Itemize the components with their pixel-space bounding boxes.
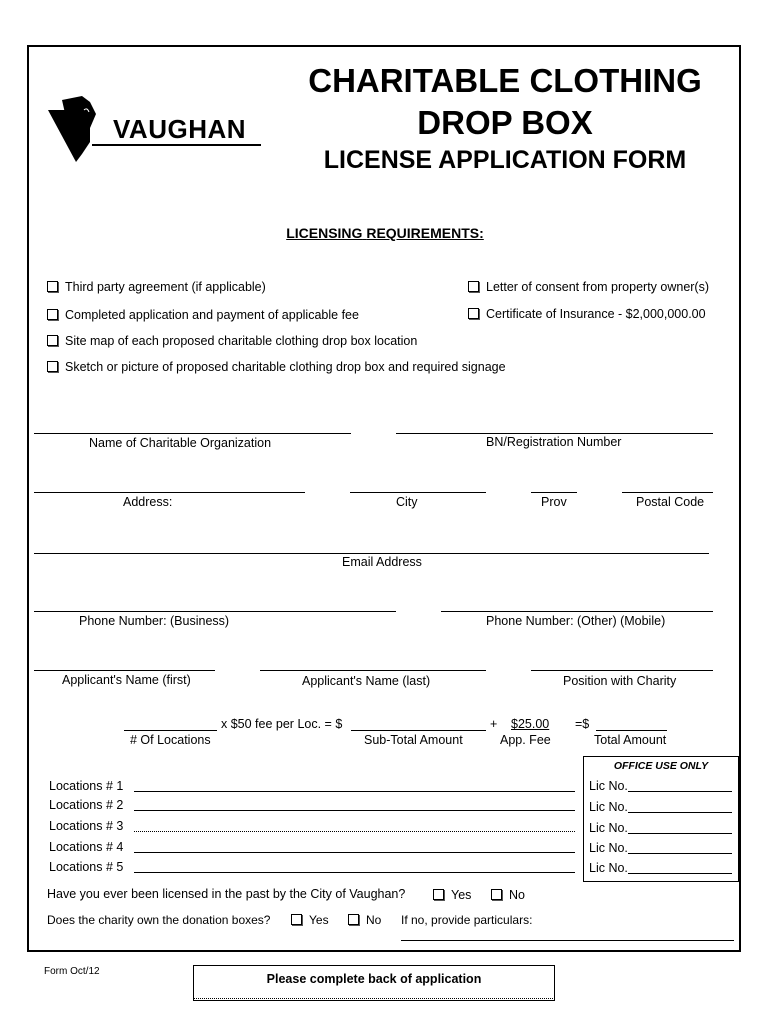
position-label: Position with Charity — [563, 674, 677, 688]
req-item-third-party[interactable] — [47, 280, 266, 294]
logo-text: VAUGHAN — [113, 114, 247, 144]
req-item-site-map[interactable] — [47, 334, 417, 348]
lic-no-4-label: Lic No. — [589, 841, 628, 855]
fee-per-location: x $50 fee per Loc. = $ — [221, 717, 343, 731]
office-use-heading: OFFICE USE ONLY — [613, 760, 709, 772]
licensed-past-no[interactable] — [491, 888, 525, 902]
req-item-sketch[interactable] — [47, 360, 506, 374]
location-4-field[interactable] — [134, 852, 575, 853]
total-field[interactable] — [596, 730, 667, 731]
licensed-past-yes[interactable] — [433, 888, 471, 902]
checkbox[interactable] — [47, 361, 58, 372]
req-label: Sketch or picture of proposed charitable clothing drop box and required signage — [65, 360, 506, 374]
req-item-insurance[interactable] — [468, 307, 706, 321]
location-1-label: Locations # 1 — [49, 779, 124, 793]
address-field[interactable] — [34, 492, 305, 493]
no-label: No — [509, 888, 525, 902]
location-2-label: Locations # 2 — [49, 798, 124, 812]
lic-no-3-label: Lic No. — [589, 821, 628, 835]
phone-business-field[interactable] — [34, 611, 396, 612]
lic-no-2-field[interactable] — [628, 812, 732, 813]
address-label: Address: — [123, 495, 173, 509]
position-field[interactable] — [531, 670, 713, 671]
own-boxes-no[interactable] — [348, 913, 381, 927]
checkbox[interactable] — [348, 914, 359, 925]
phone-business-label: Phone Number: (Business) — [79, 614, 230, 628]
vaughan-logo-icon — [48, 96, 110, 164]
location-4-label: Locations # 4 — [49, 840, 124, 854]
yes-label: Yes — [309, 913, 329, 927]
requirements-heading-part2: REQUIREMENTS: — [366, 225, 484, 241]
page-title-line2: DROP BOX — [417, 104, 593, 141]
lic-no-1-field[interactable] — [628, 791, 732, 792]
location-3-label: Locations # 3 — [49, 819, 124, 833]
equals-sign: =$ — [575, 717, 590, 731]
app-fee-label: App. Fee — [500, 733, 551, 747]
lic-no-5-label: Lic No. — [589, 861, 628, 875]
app-fee-value: $25.00 — [511, 717, 550, 731]
location-5-field[interactable] — [134, 872, 575, 873]
req-label: Third party agreement (if applicable) — [65, 280, 266, 294]
req-item-application-fee[interactable] — [47, 308, 359, 322]
note-dotted-line — [193, 998, 555, 999]
no-label: No — [366, 913, 382, 927]
checkbox[interactable] — [491, 889, 502, 900]
first-name-field[interactable] — [34, 670, 215, 671]
req-label: Completed application and payment of applicable fee — [65, 308, 359, 322]
prov-label: Prov — [541, 495, 567, 509]
lic-no-2-label: Lic No. — [589, 800, 628, 814]
requirements-heading — [0, 225, 770, 241]
form-code: Form Oct/12 — [44, 966, 100, 977]
page-subtitle: LICENSE APPLICATION FORM — [323, 146, 687, 174]
lic-no-4-field[interactable] — [628, 853, 732, 854]
logo-underline — [92, 144, 261, 146]
postal-code-label: Postal Code — [636, 495, 705, 509]
yes-label: Yes — [451, 888, 472, 902]
own-boxes-question: Does the charity own the donation boxes? — [47, 913, 271, 927]
checkbox[interactable] — [468, 308, 479, 319]
back-of-application-note: Please complete back of application — [266, 972, 482, 986]
checkbox[interactable] — [433, 889, 444, 900]
total-label: Total Amount — [594, 733, 667, 747]
req-label: Certificate of Insurance - $2,000,000.00 — [486, 307, 706, 321]
req-item-consent[interactable] — [468, 280, 709, 294]
prov-field[interactable] — [531, 492, 577, 493]
req-label: Letter of consent from property owner(s) — [486, 280, 710, 294]
org-name-field[interactable] — [34, 433, 351, 434]
req-label: Site map of each proposed charitable clothing drop box location — [65, 334, 418, 348]
location-3-field[interactable] — [134, 831, 575, 832]
own-boxes-yes[interactable] — [291, 913, 329, 927]
num-locations-field[interactable] — [124, 730, 217, 731]
particulars-label: If no, provide particulars: — [401, 913, 533, 927]
bn-label: BN/Registration Number — [486, 435, 622, 449]
lic-no-3-field[interactable] — [628, 833, 732, 834]
city-field[interactable] — [350, 492, 486, 493]
checkbox[interactable] — [47, 335, 58, 346]
plus-sign: + — [490, 717, 498, 731]
lic-no-1-label: Lic No. — [589, 779, 628, 793]
page-title: CHARITABLE CLOTHING — [308, 62, 702, 99]
phone-other-field[interactable] — [441, 611, 713, 612]
email-field[interactable] — [34, 553, 709, 554]
phone-other-label: Phone Number: (Other) (Mobile) — [486, 614, 666, 628]
first-name-label: Applicant's Name (first) — [62, 673, 191, 687]
checkbox[interactable] — [291, 914, 302, 925]
checkbox[interactable] — [468, 281, 479, 292]
licensed-past-question: Have you ever been licensed in the past by the City of Vaughan? — [47, 887, 406, 901]
lic-no-5-field[interactable] — [628, 873, 732, 874]
subtotal-label: Sub-Total Amount — [364, 733, 463, 747]
checkbox[interactable] — [47, 309, 58, 320]
bn-field[interactable] — [396, 433, 713, 434]
checkbox[interactable] — [47, 281, 58, 292]
location-2-field[interactable] — [134, 810, 575, 811]
particulars-field[interactable] — [401, 940, 734, 941]
email-label: Email Address — [342, 555, 422, 569]
num-locations-label: # Of Locations — [130, 733, 211, 747]
subtotal-field[interactable] — [351, 730, 486, 731]
org-name-label: Name of Charitable Organization — [89, 436, 272, 450]
postal-code-field[interactable] — [622, 492, 713, 493]
last-name-label: Applicant's Name (last) — [302, 674, 431, 688]
last-name-field[interactable] — [260, 670, 486, 671]
requirements-heading-part1: LICENSING — [286, 225, 363, 241]
location-1-field[interactable] — [134, 791, 575, 792]
location-5-label: Locations # 5 — [49, 860, 124, 874]
city-label: City — [396, 495, 418, 509]
